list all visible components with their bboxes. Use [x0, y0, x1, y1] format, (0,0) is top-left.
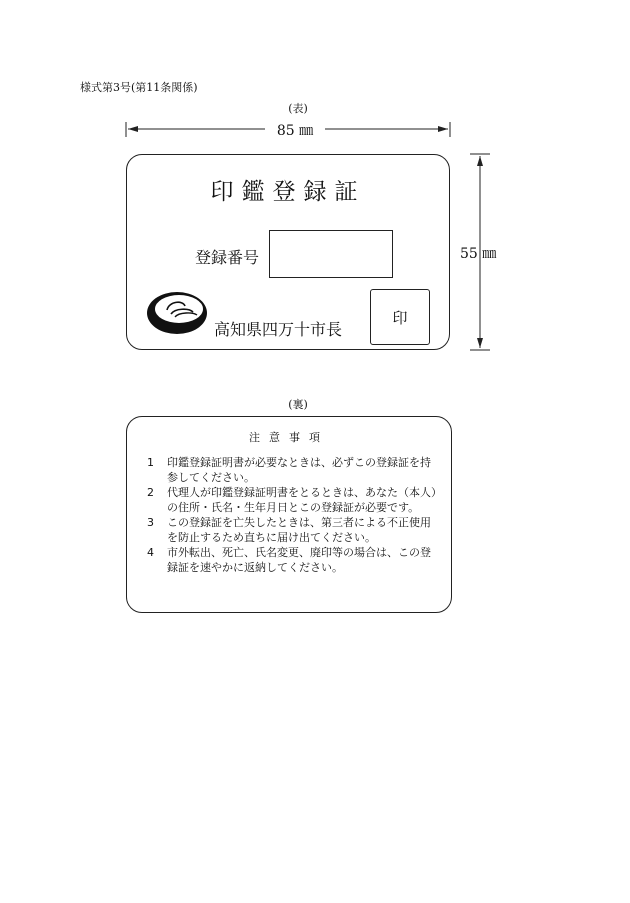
notes-list — [147, 455, 437, 575]
registration-number-box — [269, 230, 393, 278]
note-item — [147, 485, 437, 515]
city-logo-icon — [145, 290, 209, 336]
note-text: 代理人が印鑑登録証明書をとるときは、あなた（本人）の住所・氏名・生年月日とこの登録証が必要です。 — [167, 486, 437, 514]
width-dimension-label: 85 ㎜ — [265, 120, 325, 140]
issuer-label: 高知県四万十市長 — [214, 320, 343, 339]
front-side-label: (表) — [288, 102, 308, 115]
card-title: 印鑑登録証 — [210, 179, 366, 205]
registration-number-label: 登録番号 — [195, 248, 260, 267]
height-dimension-label: 55 ㎜ — [460, 246, 497, 262]
notes-title: 注意事項 — [249, 431, 329, 444]
note-number: 2 — [147, 486, 154, 499]
note-text: 印鑑登録証明書が必要なときは、必ずこの登録証を持参してください。 — [167, 456, 431, 484]
note-number: 3 — [147, 516, 154, 529]
note-number: 4 — [147, 546, 154, 559]
note-item — [147, 545, 437, 575]
form-reference: 様式第3号(第11条関係) — [80, 81, 198, 94]
note-text: 市外転出、死亡、氏名変更、廃印等の場合は、この登録証を速やかに返納してください。 — [167, 546, 431, 574]
note-item — [147, 455, 437, 485]
note-item — [147, 515, 437, 545]
card-front — [126, 154, 450, 350]
note-text: この登録証を亡失したときは、第三者による不正使用を防止するため直ちに届け出てください。 — [167, 516, 431, 544]
seal-box: 印 — [370, 289, 430, 345]
back-side-label: (裏) — [288, 398, 308, 411]
card-back — [126, 416, 452, 613]
note-number: 1 — [147, 456, 154, 469]
